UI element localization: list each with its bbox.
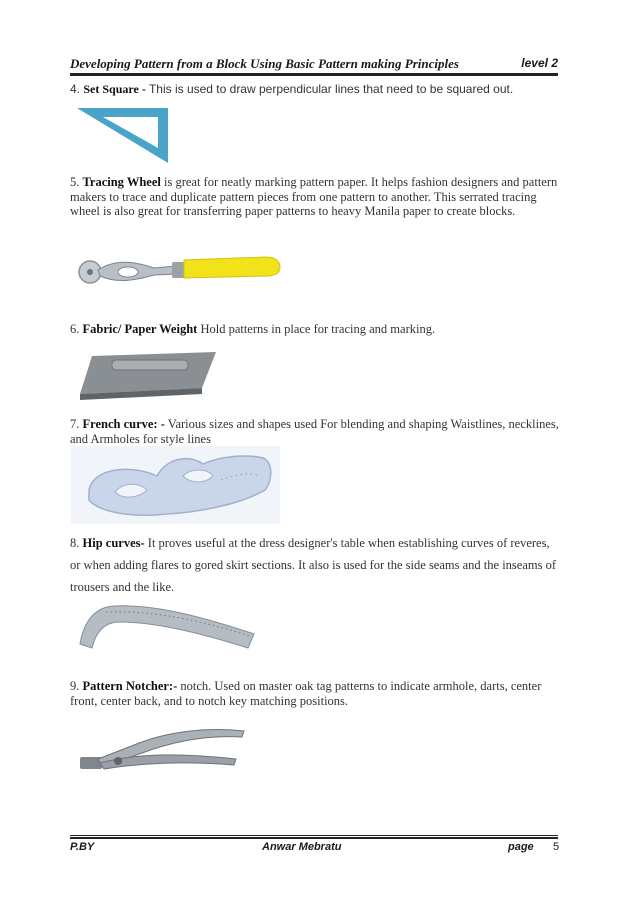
pattern-notcher-icon bbox=[78, 723, 248, 779]
item-name: Pattern Notcher:- bbox=[82, 679, 178, 693]
header-rule bbox=[70, 73, 558, 76]
item-number: 8. bbox=[70, 536, 80, 550]
item-number: 6. bbox=[70, 322, 80, 336]
item-pattern-notcher bbox=[70, 679, 560, 708]
item-set-square bbox=[70, 82, 560, 97]
item-description: This is used to draw perpendicular lines that need to be squared out. bbox=[148, 82, 514, 96]
paper-weight-icon bbox=[78, 348, 218, 400]
footer-page-label: page bbox=[508, 841, 534, 853]
header-level: level 2 bbox=[521, 56, 558, 70]
item-tracing-wheel bbox=[70, 175, 560, 219]
item-description: Various sizes and shapes used For blending and shaping Waistlines, necklines, and Armholes for style lines bbox=[70, 417, 559, 446]
item-description: Hold patterns in place for tracing and marking. bbox=[200, 322, 436, 336]
item-name: Tracing Wheel bbox=[82, 175, 161, 189]
tracing-wheel-icon bbox=[76, 248, 282, 290]
header-title: Developing Pattern from a Block Using Basic Pattern making Principles bbox=[70, 56, 459, 71]
item-number: 7. bbox=[70, 417, 80, 431]
item-number: 4. bbox=[70, 82, 81, 96]
footer-page-number: 5 bbox=[553, 841, 560, 853]
hip-curve-icon bbox=[76, 600, 260, 654]
item-name: Fabric/ Paper Weight bbox=[82, 322, 198, 336]
footer-author-name: Anwar Mebratu bbox=[262, 841, 342, 853]
item-number: 5. bbox=[70, 175, 80, 189]
item-description: notch. Used on master oak tag patterns to indicate armhole, darts, center front, center back, and to notch key matching positions. bbox=[70, 679, 542, 708]
item-name: Hip curves- bbox=[82, 536, 145, 550]
item-number: 9. bbox=[70, 679, 80, 693]
footer-rule bbox=[70, 835, 558, 839]
item-name: French curve: - bbox=[82, 417, 165, 431]
item-hip-curves bbox=[70, 532, 560, 598]
french-curve-icon bbox=[71, 446, 280, 524]
page-header bbox=[70, 56, 558, 74]
item-description: is great for neatly marking pattern paper. It helps fashion designers and pattern makers to trace and duplicate pattern pieces from one pattern to another. This serrated tracing wheel is also great for transferring paper patterns to heavy Manila paper to create blocks. bbox=[70, 175, 558, 218]
footer-author-label: P.BY bbox=[70, 841, 95, 853]
set-square-icon bbox=[75, 105, 171, 167]
item-french-curve bbox=[70, 417, 560, 446]
item-paper-weight bbox=[70, 322, 560, 337]
item-name: Set Square - bbox=[83, 82, 146, 96]
item-description: It proves useful at the dress designer's table when establishing curves of reveres, or when adding flares to gored skirt sections. It also is used for the side seams and the inseams of trousers and the like. bbox=[70, 536, 556, 594]
